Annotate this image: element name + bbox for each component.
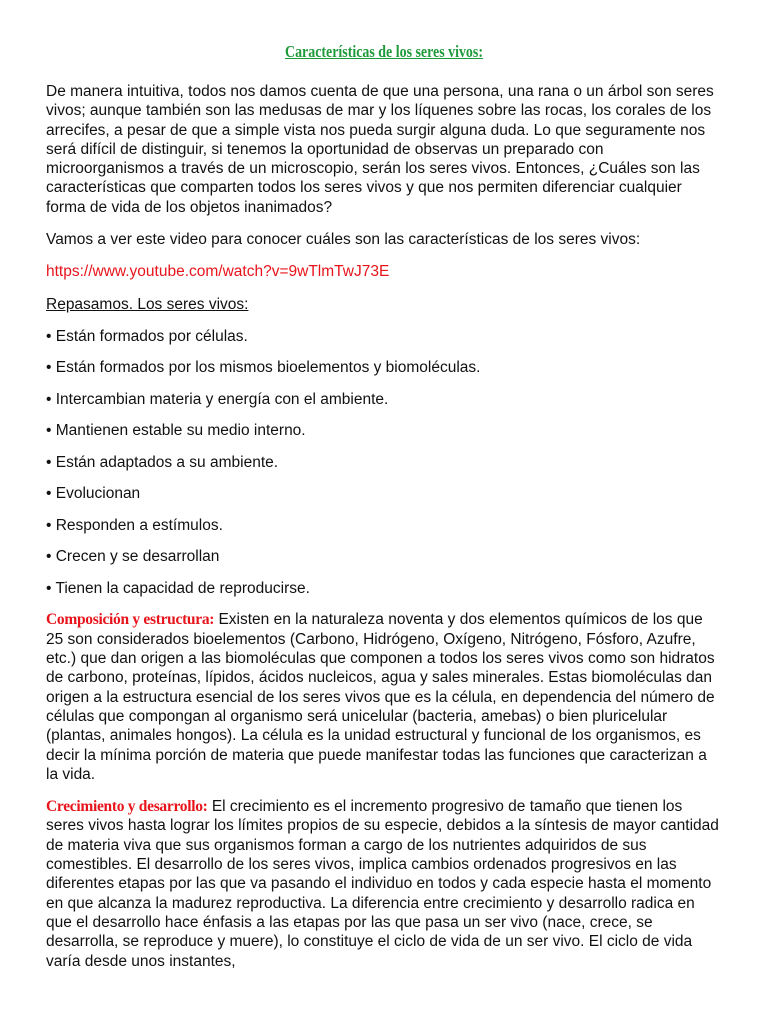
video-link[interactable]: https://www.youtube.com/watch?v=9wTlmTwJ73E — [46, 263, 390, 281]
section-composition — [46, 610, 722, 784]
list-item: • Intercambian materia y energía con el ambiente. — [46, 390, 389, 408]
intro-paragraph: De manera intuitiva, todos nos damos cuenta de que una persona, una rana o un árbol son seres vivos; aunque también son las medusas de mar y los líquenes sobre las rocas, los corales de los arrecifes, a pesar de que a simple vista nos pueda surgir alguna duda. Lo que seguramente nos será difícil de distinguir, si tenemos la oportunidad de observas un preparado con microorganismos a través de un microscopio, serán los seres vivos. Entonces, ¿Cuáles son las características que comparten todos los seres vivos y que nos permiten diferenciar cualquier forma de vida de los objetos inanimados? — [46, 83, 714, 216]
list-item: • Responden a estímulos. — [46, 516, 223, 534]
section-heading-growth: Crecimiento y desarrollo: — [46, 798, 208, 816]
section-text-composition: Existen en la naturaleza noventa y dos elementos químicos de los que 25 son considerados bioelementos (Carbono, Hidrógeno, Oxígeno, Nitrógeno, Fósforo, Azufre, etc.) que dan origen a las biomoléculas que componen a todos los seres vivos como son hidratos de carbono, proteínas, lípidos, ácidos nucleicos, agua y sales minerales. Estas biomoléculas dan origen a la estructura esencial de los seres vivos que es la célula, en dependencia del número de células que compongan al organismo será unicelular (bacteria, amebas) o bien pluricelular (plantas, animales hongos). La célula es la unidad estructural y funcional de los organismos, es decir la mínima porción de materia que puede manifestar todas las funciones que caracterizan a la vida. — [46, 611, 715, 783]
list-item: • Evolucionan — [46, 485, 141, 503]
section-heading-composition: Composición y estructura: — [46, 611, 215, 629]
list-item: • Están adaptados a su ambiente. — [46, 453, 279, 471]
video-intro-text: Vamos a ver este video para conocer cuáles son las características de los seres vivos: — [46, 231, 641, 249]
list-item: • Crecen y se desarrollan — [46, 548, 220, 566]
list-item: • Están formados por células. — [46, 327, 248, 345]
section-text-growth: El crecimiento es el incremento progresivo de tamaño que tienen los seres vivos hasta lograr los límites propios de su especie, debidos a la síntesis de mayor cantidad de materia viva que sus organismos forman a cargo de los nutrientes adquiridos de sus comestibles. El desarrollo de los seres vivos, implica cambios ordenados progresivos en las diferentes etapas por las que va pasando el individuo en todos y cada especie hasta el momento en que alcanza la madurez reproductiva. La diferencia entre crecimiento y desarrollo radica en que el desarrollo hace énfasis a las etapas por las que pasa un ser vivo (nace, crece, se desarrolla, se reproduce y muere), lo constituye el ciclo de vida de un ser vivo. El ciclo de vida varía desde unos instantes, — [46, 798, 719, 970]
page-title: Características de los seres vivos: — [285, 42, 483, 61]
review-heading: Repasamos. Los seres vivos: — [46, 295, 249, 313]
list-item: • Tienen la capacidad de reproducirse. — [46, 579, 310, 597]
list-item: • Están formados por los mismos bioelementos y biomoléculas. — [46, 359, 481, 377]
section-growth — [46, 797, 722, 971]
bullet-list — [46, 327, 722, 598]
list-item: • Mantienen estable su medio interno. — [46, 422, 306, 440]
